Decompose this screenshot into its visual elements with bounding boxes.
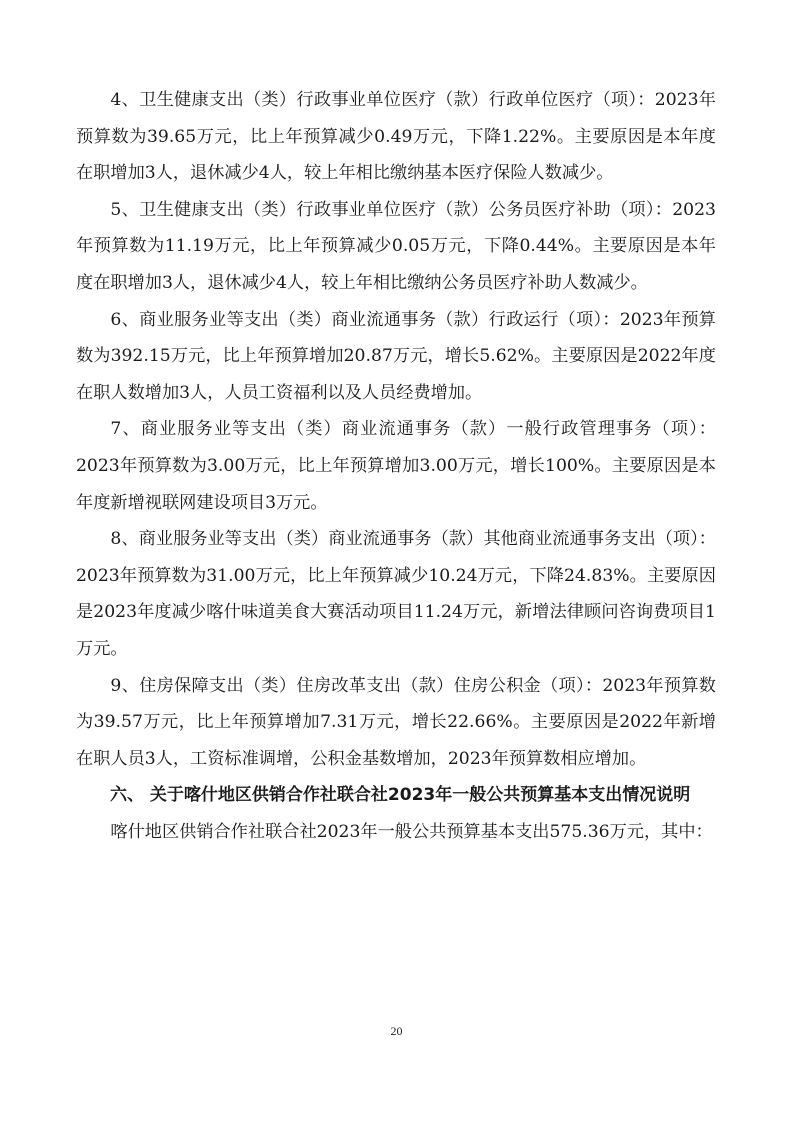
document-body <box>76 82 716 850</box>
page-number: 20 <box>390 1024 403 1038</box>
paragraph-item-8: 8、商业服务业等支出（类）商业流通事务（款）其他商业流通事务支出（项）：2023年预算数为31.00万元，比上年预算减少10.24万元，下降24.83%。主要原因是2023年度减少喀什味道美食大赛活动项目11.24万元，新增法律顾问咨询费项目1万元。 <box>76 529 716 659</box>
paragraph-item-5: 5、卫生健康支出（类）行政事业单位医疗（款）公务员医疗补助（项）：2023年预算数为11.19万元，比上年预算减少0.05万元，下降0.44%。主要原因是本年度在职增加3人，退休减少4人，较上年相比缴纳公务员医疗补助人数减少。 <box>76 199 716 293</box>
paragraph-item-4: 4、卫生健康支出（类）行政事业单位医疗（款）行政单位医疗（项）：2023年预算数为39.65万元，比上年预算减少0.49万元，下降1.22%。主要原因是本年度在职增加3人，退休减少4人，较上年相比缴纳基本医疗保险人数减少。 <box>76 90 716 184</box>
paragraph-item-6: 6、商业服务业等支出（类）商业流通事务（款）行政运行（项）：2023年预算数为392.15万元，比上年预算增加20.87万元，增长5.62%。主要原因是2022年度在职人数增加3人，人员工资福利以及人员经费增加。 <box>76 309 716 403</box>
paragraph-item-9: 9、住房保障支出（类）住房改革支出（款）住房公积金（项）：2023年预算数为39.57万元，比上年预算增加7.31万元，增长22.66%。主要原因是2022年新增在职人员3人，工资标准调增，公积金基数增加，2023年预算数相应增加。 <box>76 675 716 769</box>
section-heading: 六、 关于喀什地区供销合作社联合社2023年一般公共预算基本支出情况说明 <box>110 785 691 806</box>
paragraph-item-7: 7、商业服务业等支出（类）商业流通事务（款）一般行政管理事务（项）：2023年预算数为3.00万元，比上年预算增加3.00万元，增长100%。主要原因是本年度新增视联网建设项目3万元。 <box>76 419 716 513</box>
closing-paragraph: 喀什地区供销合作社联合社2023年一般公共预算基本支出575.36万元，其中： <box>110 821 713 842</box>
